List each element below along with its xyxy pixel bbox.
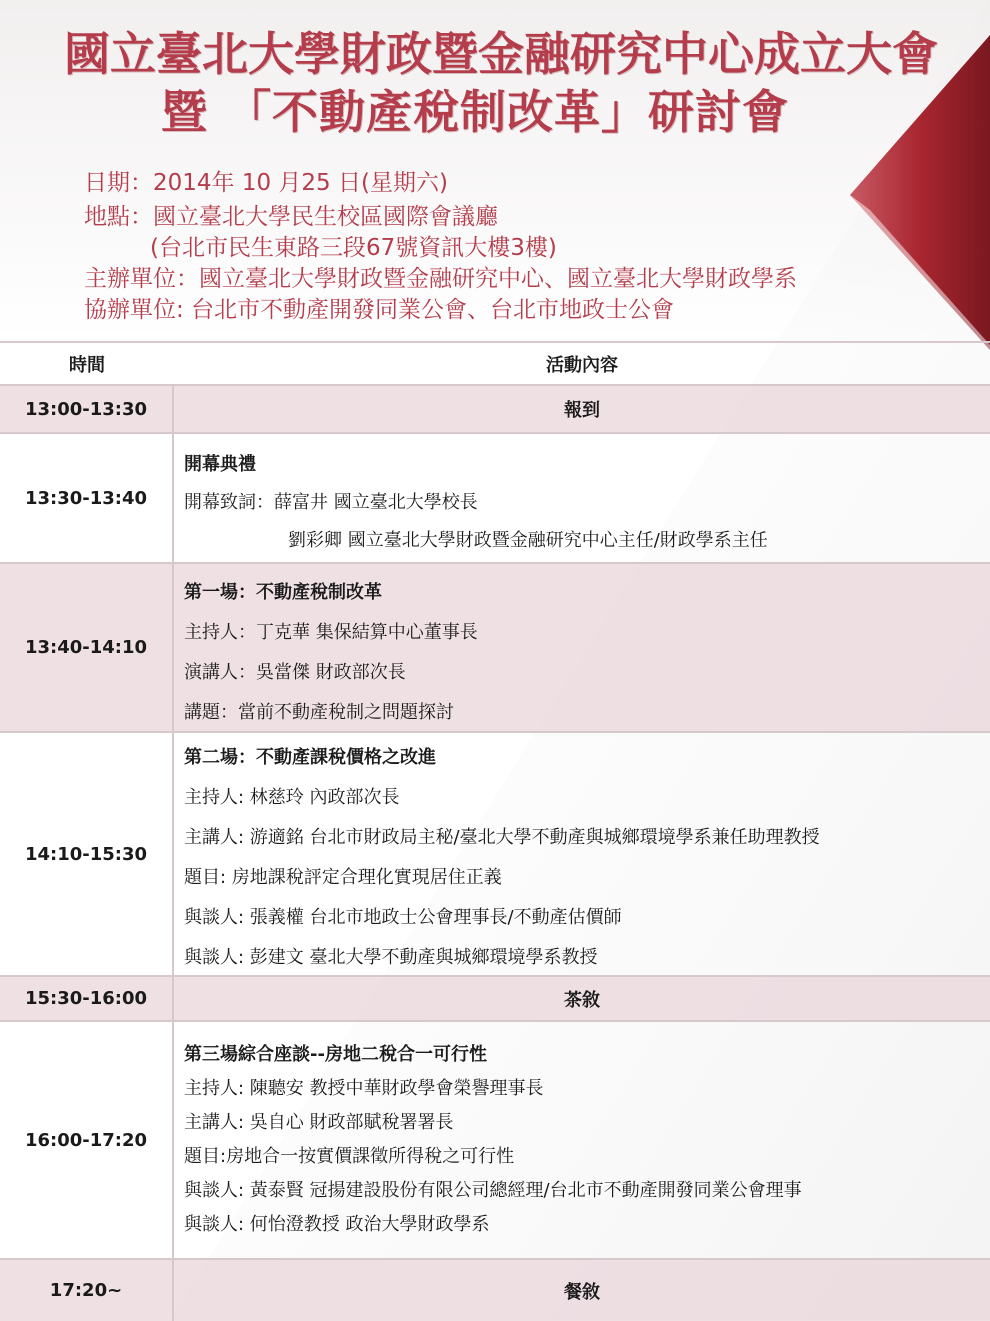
session-line: 與談人: 黃泰賢 冠揚建設股份有限公司總經理/台北市不動產開發同業公會理事: [184, 1180, 802, 1201]
event-date: 日期：2014年 10 月25 日(星期六): [84, 170, 448, 196]
schedule-header-row: [0, 343, 990, 386]
page-subtitle: 暨 「不動產稅制改革」研討會: [160, 85, 789, 139]
session-title: 第二場：不動產課稅價格之改進: [184, 747, 436, 768]
schedule-row: [0, 733, 990, 977]
schedule-row: [0, 1022, 990, 1260]
row-time: 13:00-13:30: [0, 386, 174, 432]
session-line: 主持人：丁克華 集保結算中心董事長: [184, 622, 478, 643]
session-line: 主持人: 林慈玲 內政部次長: [184, 787, 400, 808]
schedule-row: [0, 386, 990, 434]
event-host: 主辦單位：國立臺北大學財政暨金融研究中心、國立臺北大學財政學系: [84, 266, 797, 292]
row-content: 餐敘: [564, 1281, 600, 1303]
row-content: 報到: [564, 400, 600, 421]
schedule-row: [0, 434, 990, 564]
session-line: 主講人: 游適銘 台北市財政局主秘/臺北大學不動產與城鄉環境學系兼任助理教授: [184, 827, 820, 848]
schedule-table: [0, 341, 990, 1321]
session-line: 題目: 房地課稅評定合理化實現居住正義: [184, 867, 502, 888]
schedule-row: [0, 564, 990, 733]
schedule-header-time: 時間: [69, 354, 105, 376]
session-line: 開幕致詞：薛富井 國立臺北大學校長: [184, 492, 478, 513]
row-time: 14:10-15:30: [0, 733, 174, 975]
row-time: 15:30-16:00: [0, 977, 174, 1020]
session-line: 劉彩卿 國立臺北大學財政暨金融研究中心主任/財政學系主任: [288, 530, 768, 551]
session-line: 演講人：吳當傑 財政部次長: [184, 662, 406, 683]
row-content: [174, 1022, 990, 1258]
session-title: 第三場綜合座談--房地二稅合一可行性: [184, 1044, 487, 1065]
schedule-header-content: 活動內容: [546, 354, 618, 376]
row-time: 17:20~: [0, 1260, 174, 1321]
row-content: [174, 564, 990, 731]
row-content: [174, 434, 990, 562]
page-title: 國立臺北大學財政暨金融研究中心成立大會: [64, 27, 938, 81]
session-line: 與談人: 彭建文 臺北大學不動產與城鄉環境學系教授: [184, 947, 598, 968]
schedule-row: [0, 1260, 990, 1321]
event-venue: 地點：國立臺北大學民生校區國際會議廳: [84, 204, 498, 230]
row-time: 13:40-14:10: [0, 564, 174, 731]
session-line: 與談人: 何怡澄教授 政治大學財政學系: [184, 1214, 490, 1235]
session-line: 與談人: 張義權 台北市地政士公會理事長/不動產估價師: [184, 907, 622, 928]
row-content: [174, 733, 990, 975]
event-cohost: 協辦單位: 台北市不動產開發同業公會、台北市地政士公會: [84, 297, 675, 323]
session-line: 主持人: 陳聽安 教授中華財政學會榮譽理事長: [184, 1078, 544, 1099]
session-line: 主講人: 吳自心 財政部賦稅署署長: [184, 1112, 454, 1133]
session-line: 講題：當前不動產稅制之問題探討: [184, 702, 454, 723]
row-time: 13:30-13:40: [0, 434, 174, 562]
session-title: 開幕典禮: [184, 454, 256, 475]
session-title: 第一場：不動產稅制改革: [184, 582, 382, 603]
schedule-row: [0, 977, 990, 1022]
event-venue-address: (台北市民生東路三段67號資訊大樓3樓): [150, 235, 557, 261]
row-content: 茶敘: [564, 989, 600, 1011]
session-line: 題目:房地合一按實價課徵所得稅之可行性: [184, 1146, 515, 1167]
row-time: 16:00-17:20: [0, 1022, 174, 1258]
